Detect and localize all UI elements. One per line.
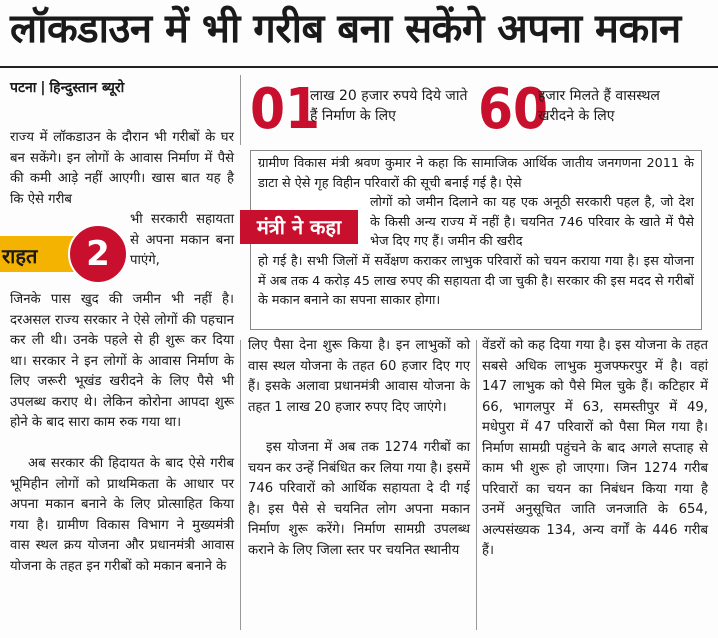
fact-number: 01 (250, 77, 321, 142)
rahat-label: राहत (2, 244, 38, 268)
minister-tag: मंत्री ने कहा (240, 210, 358, 244)
fact-box-2 (478, 77, 708, 142)
fact-box-1 (250, 77, 470, 142)
column-divider (240, 75, 241, 145)
column-divider (240, 340, 241, 630)
column-1-middle: जिनके पास खुद की जमीन भी नहीं है। दरअसल राज्य सरकार ने ऐसे लोगों की पहचान कर ली थी। उनके पहले से ही शुरू कर दिया था। सरकार ने इन लोगों के आवास निर्माण के लिए जरूरी भूखंड खरीदने के लिए पैसे भी उपलब्ध कराए थे। लेकिन कोरोना आपदा शुरू होने के बाद सारा काम रुक गया था। (10, 292, 234, 430)
fact-text: लाख 20 हजार रुपये दिये जाते हैं निर्माण के लिए (310, 88, 468, 124)
column-2-para2: इस योजना में अब तक 1274 गरीबों का चयन कर उन्हें निबंधित कर लिया गया है। इसमें 746 परिवारों को आर्थिक सहायता दे दी गई है। इस पैसे से चयनित लोग अपना मकान निर्माण शुरू करेंगे। निर्माण सामग्री उपलब्ध कराने के लिए जिला स्तर पर चयनित स्थानीय (248, 440, 470, 558)
rahat-number-circle: 2 (68, 224, 128, 284)
minister-quote-line3: हो गई है। सभी जिलों में सर्वेक्षण कराकर लाभुक परिवारों को चयन कराया गया है। इस योजना में अब तक 4 करोड़ 45 लाख रुपए की सहायता दी जा चुकी है। सरकार की इस मदद से गरीबों के मकान बनाने का सपना साकार होगा। (258, 254, 694, 308)
byline: पटना | हिन्दुस्तान ब्यूरो (10, 80, 125, 96)
byline-agency: हिन्दुस्तान ब्यूरो (49, 80, 125, 96)
fact-number: 60 (478, 77, 549, 142)
column-1-bottom: अब सरकार की हिदायत के बाद ऐसे गरीब भूमिहीन लोगों को प्राथमिकता के आधार पर अपना मकान बनाने के लिए प्रोत्साहित किया गया है। ग्रामीण विकास विभाग ने मुख्यमंत्री वास स्थल क्रय योजना और प्रधानमंत्री आवास योजना के तहत इन गरीबों को मकान बनाने के (10, 456, 234, 574)
byline-place: पटना (10, 80, 37, 96)
headline-rule (0, 66, 718, 68)
column-3-para1: वेंडरों को कह दिया गया है। इस योजना के तहत सबसे अधिक लाभुक मुजफ्फरपुर में है। वहां 147 लाभुक को पैसे मिल चुके हैं। कटिहार में 66, भागलपुर में 63, समस्तीपुर में 49, मधेपुरा में 47 परिवारों को पैसा मिल गया है। निर्माण सामग्री पहुंचने के बाद अगले सप्ताह से काम भी शुरू हो जाएगा। जिन 1274 गरीब परिवारों का चयन का निबंधन किया गया है उनमें अनुसूचित जाति जनजाति के 654, अल्पसंख्यक 134, अन्य वर्गों के 446 गरीब हैं। (482, 338, 708, 558)
column-1-wrap: भी सरकारी सहायता से अपना मकान बना पाएंगे, (130, 212, 234, 268)
column-divider (476, 340, 477, 630)
minister-quote-line1: ग्रामीण विकास मंत्री श्रवण कुमार ने कहा कि सामाजिक आर्थिक जातीय जनगणना 2011 के डाटा से ऐसे गृह विहीन परिवारों की सूची बनाई गई है। ऐसे (258, 156, 694, 191)
column-1-top: राज्य में लॉकडाउन के दौरान भी गरीबों के घर बन सकेंगे। इन लोगों के आवास निर्माण में पैसे की कमी आड़े नहीं आएगी। खास बात यह है कि ऐसे गरीब (10, 130, 234, 207)
column-2-para1: लिए पैसा देना शुरू किया है। इन लाभुकों को वास स्थल योजना के तहत 60 हजार दिए गए हैं। इसके अलावा प्रधानमंत्री आवास योजना के तहत 1 लाख 20 हजार रुपए दिए जाएंगे। (248, 338, 470, 415)
minister-quote-line2: लोगों को जमीन दिलाने का यह एक अनूठी सरकारी पहल है, जो देश के किसी अन्य राज्य में नहीं है। चयनित 746 परिवार के खाते में पैसे भेज दिए गए हैं। जमीन की खरीद (370, 195, 694, 249)
fact-text: हजार मिलते हैं वासस्थल खरीदने के लिए (538, 88, 660, 124)
headline: लॉकडाउन में भी गरीब बना सकेंगे अपना मकान (10, 6, 681, 52)
